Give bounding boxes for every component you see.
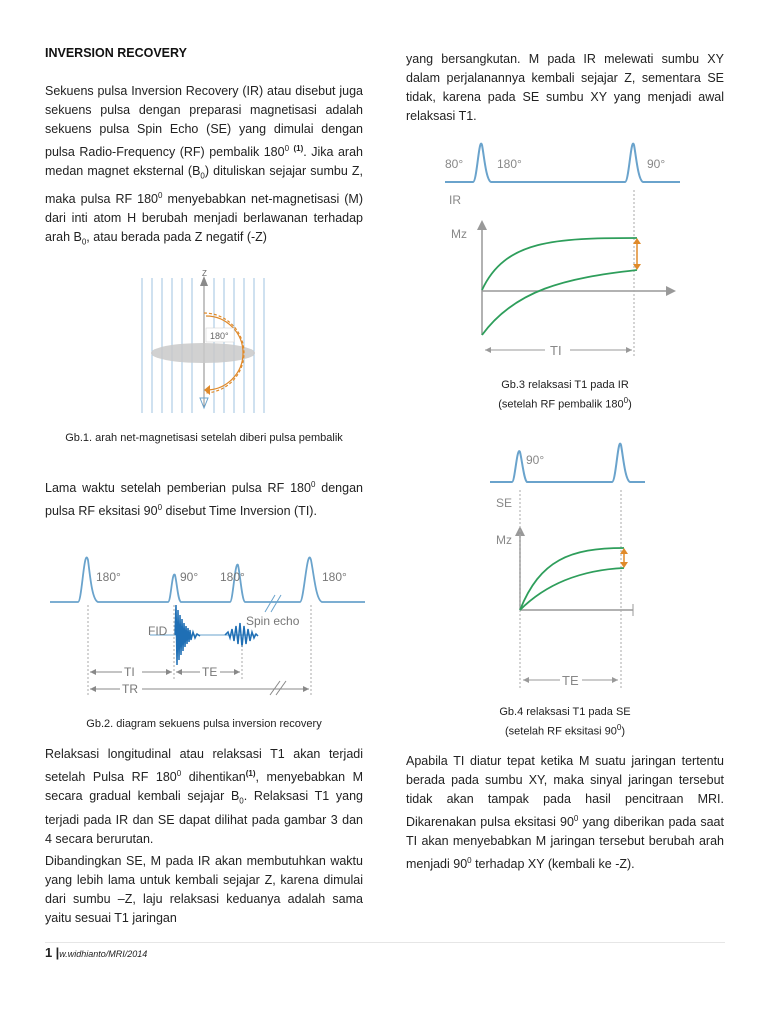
z-axis-label: Z [202,269,207,278]
paragraph-time-inversion: Lama waktu setelah pemberian pulsa RF $180^0$ dengan pulsa RF eksitasi $90^0$ disebut Time Inversion (TI). [45,480,363,519]
pulse-label-90: 90° [180,570,199,584]
pulse-label-180: 180° [497,157,522,171]
ir-label: IR [449,193,461,207]
mz-label: Mz [496,533,512,547]
footer-credit: w.widhianto/MRI/2014 [59,949,148,959]
paragraph-signal-null: Apabila TI diatur tepat ketika M suatu jaringan tertentu berada pada sumbu XY, maka sinyal jaringan tersebut tidak akan tampak pada hasil pencitraan MRI. Dikarenakan pulsa eksitasi $90^0$ yang diberikan pada saat TI akan menyebabkan M jaringan tersebut berubah arah menjadi $90^0$ terhadap XY (kembali ke -Z). [406,754,724,872]
pulse-label-180-b: 180° [220,570,245,584]
fid-label: FID [148,624,168,638]
te-axis-label: TE [562,673,579,688]
figure-pulse-sequence [50,555,370,700]
ti-axis-label: TI [550,343,562,358]
figure-net-magnetization [140,268,270,418]
footer-divider [45,942,725,943]
paragraph-comparison: Dibandingkan SE, M pada IR akan membutuhkan waktu yang lebih lama untuk kembali sejajar Z, karena dimulai dari sumbu –Z, laju relaksasi keduanya adalah sama yaitu sesuai T1 jaringan [45,854,363,925]
pulse-label-90: 90° [526,453,545,467]
paragraph-intro: Sekuens pulsa Inversion Recovery (IR) atau disebut juga sekuens pulsa dengan preparasi magnetisasi adalah sekuens pulsa Spin Echo (SE) yang dimulai dengan pulsa Radio-Frequency (RF) pembalik $180^0$ $^{(1)}$. Jika arah medan magnet eksternal $(B_0)$ dituliskan sejajar sumbu Z, maka pulsa RF $180^0$ menyebabkan net-magnetisasi (M) dari inti atom H berubah menjadi berlawanan terhadap arah $B_0$, atau berada pada Z negatif (-Z) [45,84,363,247]
caption-fig2: Gb.2. diagram sekuens pulsa inversion recovery [86,718,322,730]
ti-label: TI [124,665,135,679]
pulse-label-90: 90° [647,157,666,171]
figure-se-relaxation [490,440,650,690]
pulse-label-180-a: 180° [96,570,121,584]
figure-ir-relaxation [445,140,690,365]
mz-label: Mz [451,227,467,241]
pulse-label-180-cut: 80° [445,157,464,171]
footer-separator: | [55,945,60,960]
te-label: TE [202,665,218,679]
spin-echo-label: Spin echo [246,614,300,628]
caption-fig1: Gb.1. arah net-magnetisasi setelah diberi pulsa pembalik [65,432,343,444]
caption-fig3: Gb.3 relaksasi T1 pada IR (setelah RF pembalik $180^0$) [498,379,632,411]
section-heading: INVERSION RECOVERY [45,46,187,60]
se-label: SE [496,496,513,510]
page-footer [45,945,147,960]
paragraph-xy-axis: yang bersangkutan. M pada IR melewati sumbu XY dalam perjalanannya kembali sejajar Z, sementara SE tidak, karena pada SE sumbu XY yang menjadi awal relaksasi T1. [406,52,724,123]
angle-label: 180° [210,331,229,341]
paragraph-t1-relaxation: Relaksasi longitudinal atau relaksasi T1 akan terjadi setelah Pulsa RF $180^0$ dihentikan$^{(1)}$, menyebabkan M secara gradual kembali sejajar $B_0$. Relaksasi T1 yang terjadi pada IR dan SE dapat dilihat pada gambar 3 dan 4 secara berurutan. [45,747,364,846]
pulse-label-180-c: 180° [322,570,347,584]
caption-fig4: Gb.4 relaksasi T1 pada SE (setelah RF eksitasi $90^0$) [499,706,631,738]
tr-label: TR [122,682,138,696]
page-number: 1 [45,945,53,960]
